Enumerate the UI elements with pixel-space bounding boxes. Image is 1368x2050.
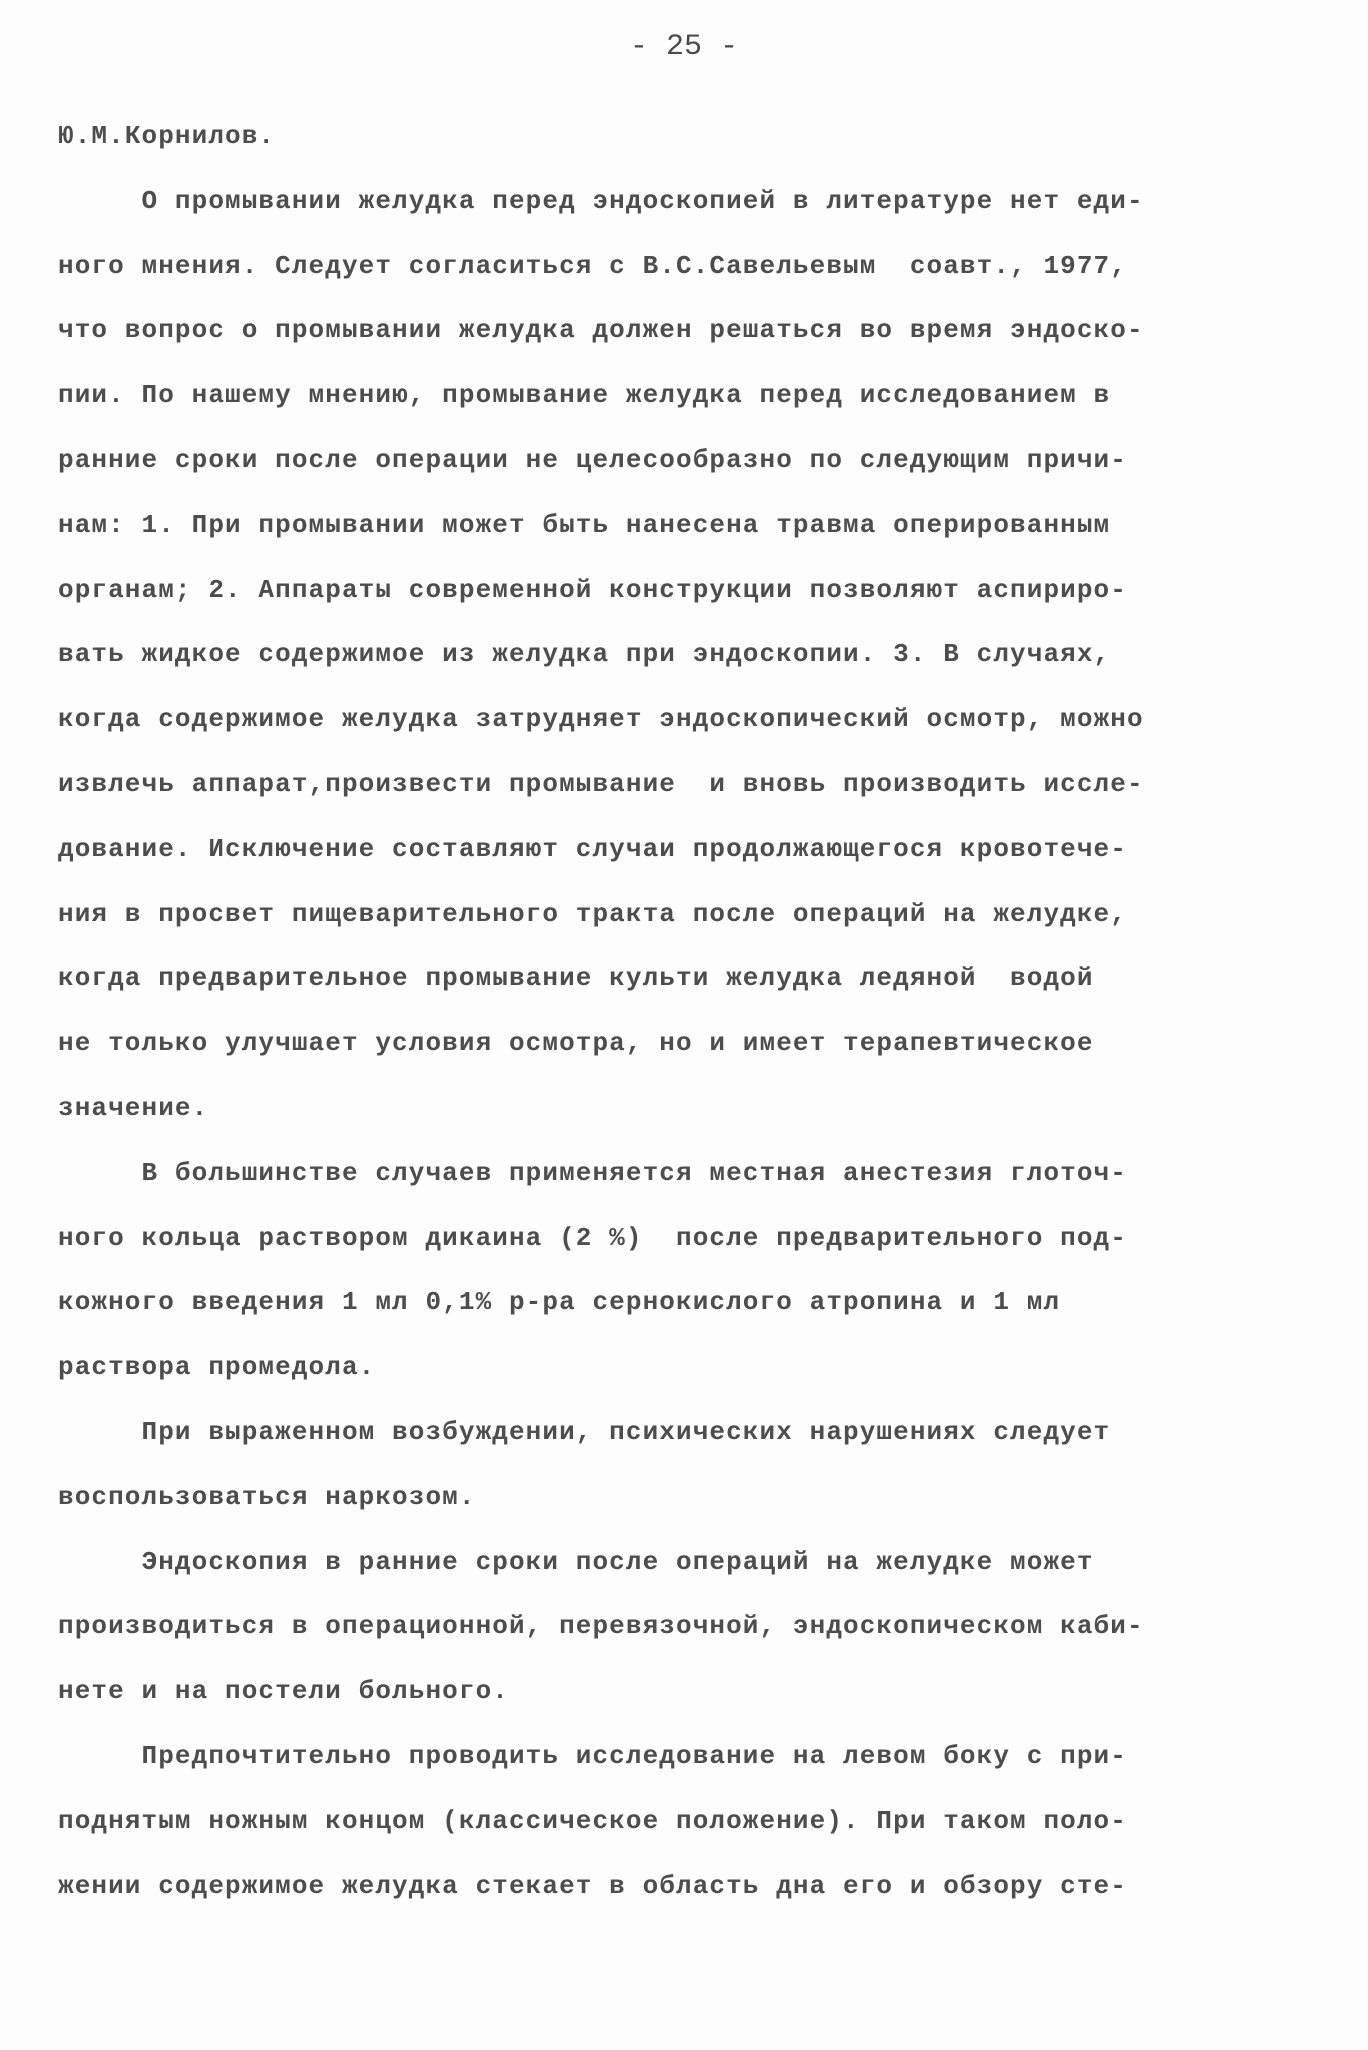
- text-line: кожного введения 1 мл 0,1% р-ра сернокислого атропина и 1 мл: [58, 1287, 1061, 1318]
- text-line: Эндоскопия в ранние сроки после операций на желудке может: [58, 1546, 1094, 1577]
- text-line: При выраженном возбуждении, психических нарушениях следует: [58, 1416, 1111, 1447]
- text-line: ния в просвет пищеварительного тракта после операций на желудке,: [58, 898, 1127, 929]
- text-line: ного кольца раствором дикаина (2 %) после предварительного под-: [58, 1222, 1127, 1253]
- text-line: не только улучшает условия осмотра, но и имеет терапевтическое: [58, 1028, 1094, 1059]
- text-line: ного мнения. Следует согласиться с В.С.Савельевым соавт., 1977,: [58, 250, 1127, 281]
- body-text: [58, 104, 1298, 1918]
- text-line: В большинстве случаев применяется местная анестезия глоточ-: [58, 1157, 1127, 1188]
- text-line: О промывании желудка перед эндоскопией в литературе нет еди-: [58, 185, 1144, 216]
- text-line: нете и на постели больного.: [58, 1676, 509, 1707]
- text-line: ранние сроки после операции не целесообразно по следующим причи-: [58, 444, 1127, 475]
- text-line: когда содержимое желудка затрудняет эндоскопический осмотр, можно: [58, 704, 1144, 735]
- text-line: пии. По нашему мнению, промывание желудка перед исследованием в: [58, 380, 1111, 411]
- text-line: дование. Исключение составляют случаи продолжающегося кровотече-: [58, 833, 1127, 864]
- text-line: Ю.М.Корнилов.: [58, 121, 276, 151]
- text-line: вать жидкое содержимое из желудка при эндоскопии. 3. В случаях,: [58, 639, 1111, 670]
- text-line: производиться в операционной, перевязочной, эндоскопическом каби-: [58, 1611, 1144, 1642]
- text-line: значение.: [58, 1092, 209, 1123]
- text-line: воспользоваться наркозом.: [58, 1481, 476, 1512]
- text-line: что вопрос о промывании желудка должен решаться во время эндоско-: [58, 315, 1144, 346]
- text-line: нам: 1. При промывании может быть нанесена травма оперированным: [58, 509, 1111, 540]
- text-line: жении содержимое желудка стекает в область дна его и обзору сте-: [58, 1870, 1127, 1901]
- text-line: когда предварительное промывание культи желудка ледяной водой: [58, 963, 1094, 994]
- text-line: раствора промедола.: [58, 1352, 376, 1383]
- text-line: органам; 2. Аппараты современной конструкции позволяют аспириро-: [58, 574, 1127, 605]
- text-line: извлечь аппарат,произвести промывание и вновь производить иссле-: [58, 768, 1144, 799]
- page-number: - 25 -: [629, 30, 739, 64]
- text-line: Предпочтительно проводить исследование на левом боку с при-: [58, 1740, 1127, 1771]
- text-line: поднятым ножным концом (классическое положение). При таком поло-: [58, 1805, 1127, 1836]
